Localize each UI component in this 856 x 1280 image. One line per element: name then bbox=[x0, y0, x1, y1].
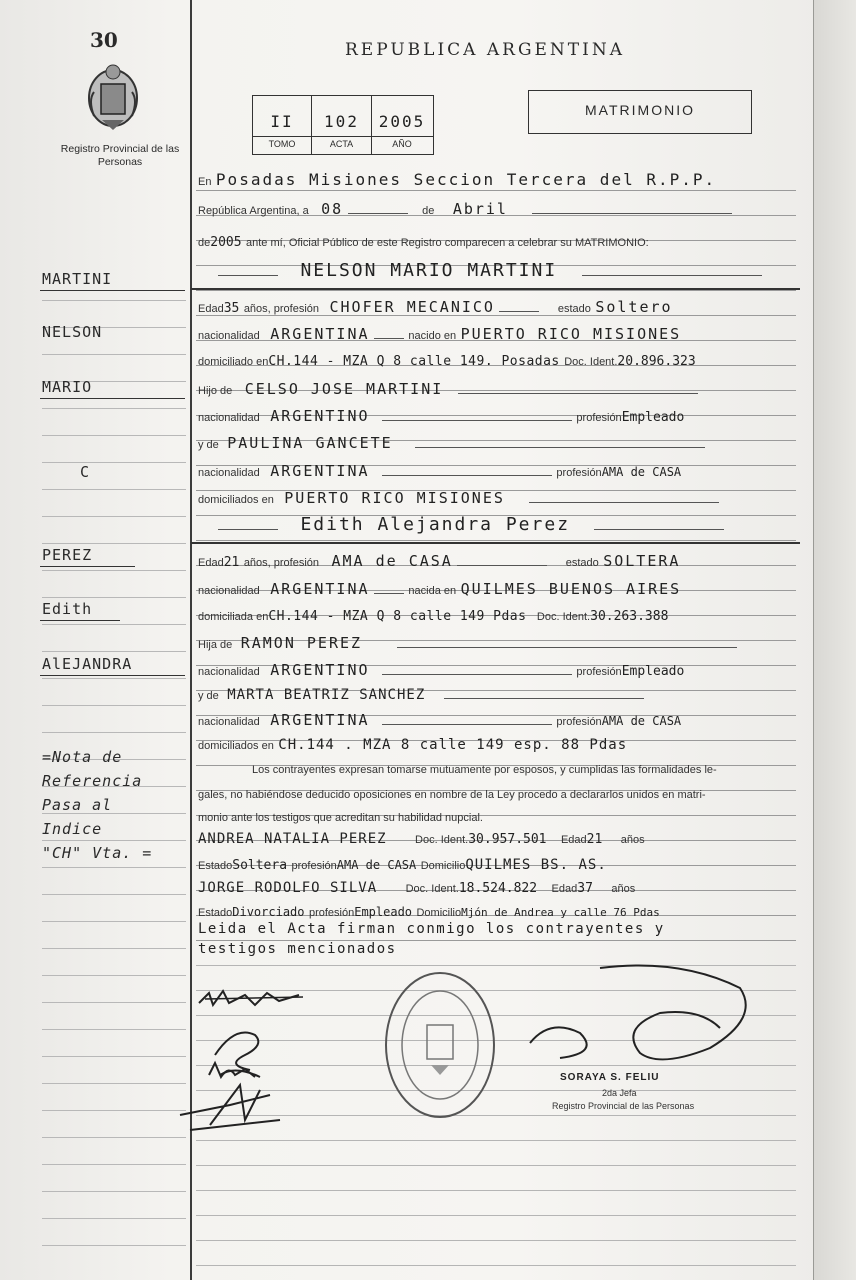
margin-ruled-line bbox=[42, 1191, 186, 1192]
page-number: 30 bbox=[90, 28, 118, 52]
document-type: MATRIMONIO bbox=[585, 102, 695, 118]
ruled-line bbox=[196, 1140, 796, 1141]
margin-ruled-line bbox=[42, 840, 186, 841]
margin-ruled-line bbox=[42, 867, 186, 868]
ano-value: 2005 bbox=[378, 112, 426, 131]
bride-name: Edith Alejandra Perez bbox=[218, 514, 724, 535]
closing-line-2: testigos mencionados bbox=[198, 941, 397, 957]
margin-ruled-line bbox=[42, 1002, 186, 1003]
place-line: En Posadas Misiones Seccion Tercera del R.P.P. bbox=[198, 170, 717, 189]
acta-label: ACTA bbox=[329, 139, 354, 149]
tomo-value: II bbox=[270, 112, 294, 131]
bride-father-line: Hija de RAMON PEREZ bbox=[198, 634, 737, 653]
margin-ruled-line bbox=[42, 462, 186, 463]
intro-line: de2005 ante mí, Oficial Público de este Registro comparecen a celebrar su MATRIMONIO: bbox=[198, 235, 649, 250]
groom-name: NELSON MARIO MARTINI bbox=[218, 260, 762, 281]
declaration-line-2: gales, no habiéndose deducido oposiciones en nombre de la Ley procedo a declararlos unidos en matri- bbox=[198, 789, 706, 801]
witness2-status-line: EstadoDivorciado profesiónEmpleado DomicilioMjón de Andrea y calle 76 Pdas bbox=[198, 905, 660, 919]
official-title: 2da Jefa bbox=[602, 1088, 637, 1098]
margin-ruled-line bbox=[42, 1083, 186, 1084]
signature-witness2 bbox=[170, 1075, 290, 1140]
tomo-label: TOMO bbox=[268, 139, 296, 149]
margin-ruled-line bbox=[42, 489, 186, 490]
margin-ruled-line bbox=[42, 651, 186, 652]
margin-ruled-line bbox=[42, 597, 186, 598]
margin-ruled-line bbox=[42, 570, 186, 571]
groom-nationality-line: nacionalidad ARGENTINA nacido en PUERTO RICO MISIONES bbox=[198, 325, 682, 343]
ruled-line bbox=[196, 1190, 796, 1191]
margin-ruled-line bbox=[42, 300, 186, 301]
date-line: República Argentina, a 08 de Abril bbox=[198, 200, 732, 219]
margin-ruled-line bbox=[42, 678, 186, 679]
acta-value: 102 bbox=[324, 112, 359, 131]
witness1-line: ANDREA NATALIA PEREZ Doc. Ident.30.957.501 Edad21 años bbox=[198, 831, 645, 847]
closing-line-1: Leida el Acta firman conmigo los contrayentes y bbox=[198, 921, 665, 937]
ano-label: AÑO bbox=[392, 139, 412, 149]
margin-ruled-line bbox=[42, 921, 186, 922]
witness2-line: JORGE RODOLFO SILVA Doc. Ident.18.524.822 Edad37 años bbox=[198, 880, 636, 896]
official-name: SORAYA S. FELIU bbox=[560, 1072, 660, 1083]
official-seal bbox=[383, 970, 498, 1125]
ruled-line bbox=[196, 290, 796, 291]
coat-of-arms-icon bbox=[82, 60, 144, 137]
margin-ruled-line bbox=[42, 1137, 186, 1138]
bride-father-nationality: nacionalidad ARGENTINO profesiónEmpleado bbox=[198, 661, 685, 679]
groom-father-nationality: nacionalidad ARGENTINO profesiónEmpleado bbox=[198, 407, 685, 425]
bride-age-line: Edad21 años, profesión AMA de CASA estado SOLTERA bbox=[198, 552, 681, 570]
margin-ruled-line bbox=[42, 543, 186, 544]
bride-domicile-line: domiciliada enCH.144 - MZA Q 8 calle 149 Pdas Doc. Ident.30.263.388 bbox=[198, 609, 669, 624]
declaration-line-1: Los contrayentes expresan tomarse mutuamente por esposos, y cumplidas las formalidades le- bbox=[252, 764, 717, 776]
margin-ruled-line bbox=[42, 894, 186, 895]
bride-mother-nationality: nacionalidad ARGENTINA profesiónAMA de CASA bbox=[198, 711, 682, 729]
groom-age-line: Edad35 años, profesión CHOFER MECANICO estado Soltero bbox=[198, 298, 673, 316]
margin-ruled-line bbox=[42, 516, 186, 517]
margin-ruled-line bbox=[42, 1056, 186, 1057]
groom-mother-line: y de PAULINA GANCETE bbox=[198, 434, 705, 453]
ruled-line bbox=[196, 540, 796, 541]
margin-ruled-line bbox=[42, 354, 186, 355]
groom-domicile-line: domiciliado enCH.144 - MZA Q 8 calle 149. Posadas Doc. Ident.20.896.323 bbox=[198, 354, 696, 369]
ruled-line bbox=[196, 1240, 796, 1241]
margin-ruled-line bbox=[42, 1245, 186, 1246]
ruled-line bbox=[196, 1215, 796, 1216]
bride-nationality-line: nacionalidad ARGENTINA nacida en QUILMES BUENOS AIRES bbox=[198, 580, 682, 598]
ruled-line bbox=[196, 190, 796, 191]
margin-ruled-line bbox=[42, 1029, 186, 1030]
groom-mother-nationality: nacionalidad ARGENTINA profesiónAMA de CASA bbox=[198, 462, 682, 480]
margin-ruled-line bbox=[42, 732, 186, 733]
country-title: REPUBLICA ARGENTINA bbox=[345, 40, 626, 60]
margin-ruled-line bbox=[42, 435, 186, 436]
registry-label: Registro Provincial de las Personas bbox=[60, 143, 180, 168]
margin-ruled-line bbox=[42, 624, 186, 625]
groom-father-line: Hijo de CELSO JOSE MARTINI bbox=[198, 380, 698, 399]
margin-ruled-line bbox=[42, 1164, 186, 1165]
margin-ruled-line bbox=[42, 705, 186, 706]
signature-official bbox=[520, 958, 760, 1083]
bride-parents-domicile: domiciliados en CH.144 . MZA 8 calle 149 esp. 88 Pdas bbox=[198, 737, 628, 753]
groom-parents-domicile: domiciliados en PUERTO RICO MISIONES bbox=[198, 489, 719, 508]
margin-ruled-line bbox=[42, 948, 186, 949]
page-edge bbox=[813, 0, 856, 1280]
margin-ruled-line bbox=[42, 408, 186, 409]
official-registry: Registro Provincial de las Personas bbox=[552, 1101, 695, 1111]
margin-ruled-line bbox=[42, 975, 186, 976]
bride-mother-line: y de MARTA BEATRIZ SANCHEZ bbox=[198, 686, 644, 704]
margin-ruled-line bbox=[42, 1110, 186, 1111]
witness1-status-line: EstadoSoltera profesiónAMA de CASA DomicilioQUILMES BS. AS. bbox=[198, 857, 607, 873]
ruled-line bbox=[196, 1165, 796, 1166]
ruled-line bbox=[196, 1265, 796, 1266]
margin-ruled-line bbox=[42, 1218, 186, 1219]
declaration-line-3: monio ante los testigos que acreditan su habilidad nupcial. bbox=[198, 812, 483, 824]
